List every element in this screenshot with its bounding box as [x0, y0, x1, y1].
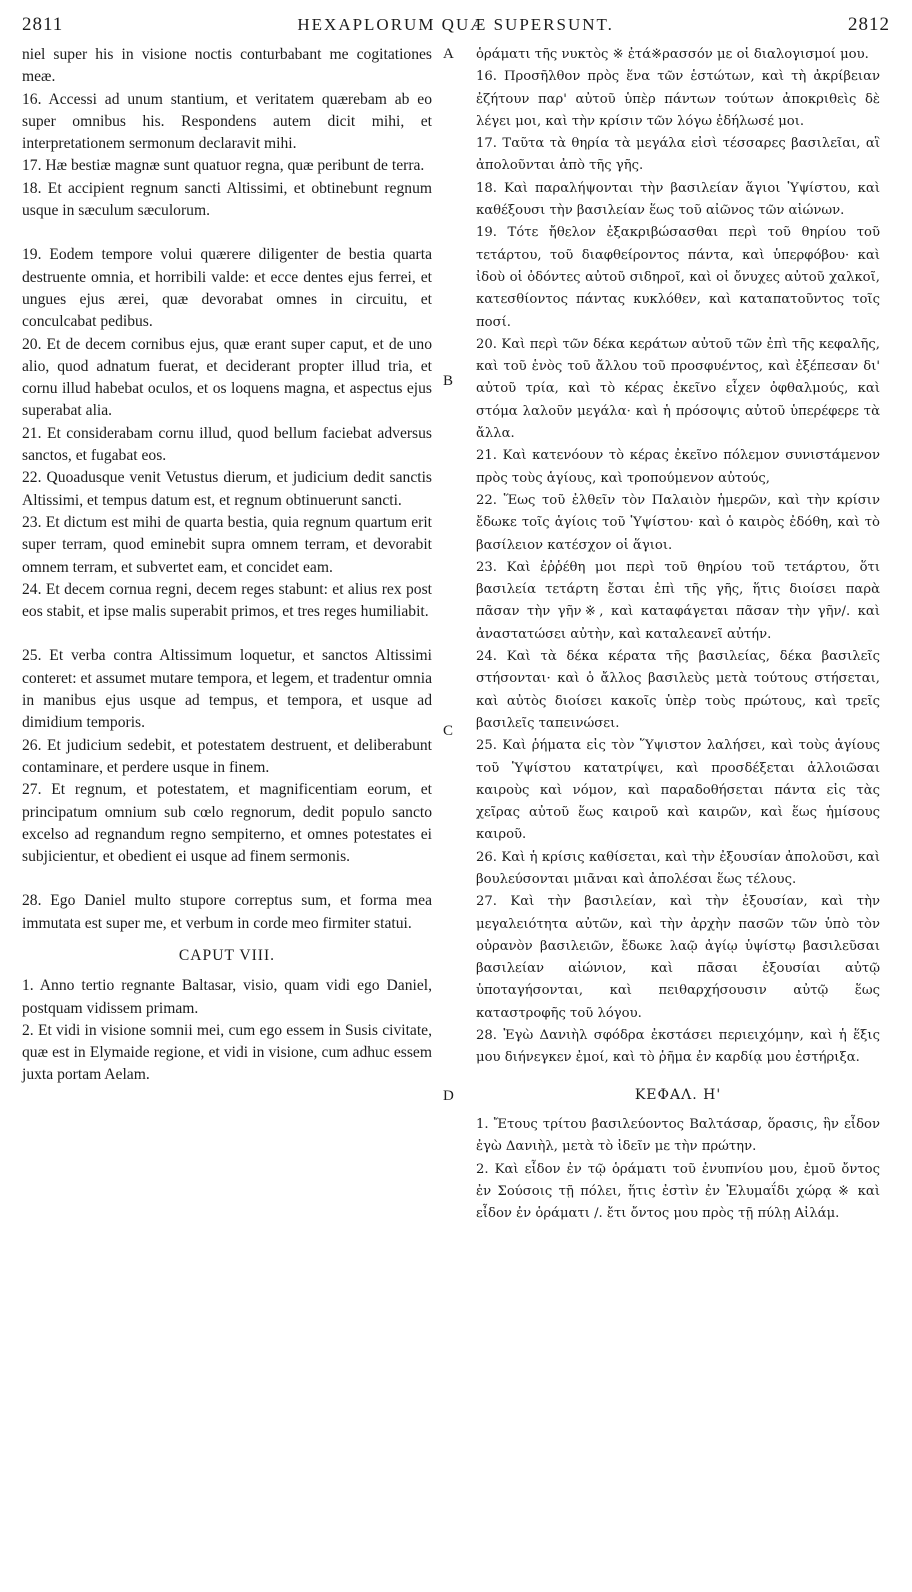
latin-verse: 20. Et de decem cornibus ejus, quæ erant super caput, et de uno alio, quod adnatum fuerat, et deciderant propter illud tria, et cornu illud habebat oculos, et os loquens magna, et aspectus ejus superabat alia. [22, 335, 432, 420]
margin-marker-c: C [443, 723, 454, 739]
latin-verse: niel super his in visione noctis conturbabant me cogitationes meæ. [22, 46, 432, 86]
greek-verse: 21. Καὶ κατενόουν τὸ κέρας ἐκεῖνο πόλεμον συνιστάμενον πρὸς τοὺς ἁγίους, καὶ τροπούμενον αὐτούς, [476, 448, 880, 486]
page-number-right: 2812 [847, 14, 890, 35]
page-number-left: 2811 [22, 14, 64, 35]
greek-verse: ὁράματι τῆς νυκτὸς ※ ἐτά※ρασσόν με οἱ διαλογισμοί μου. [476, 47, 869, 62]
running-title: HEXAPLORUM QUÆ SUPERSUNT. [297, 15, 614, 34]
margin-marker-d: D [443, 1088, 454, 1104]
greek-verse: 19. Τότε ἤθελον ἐξακριβώσασθαι περὶ τοῦ θηρίου τοῦ τετάρτου, τοῦ διαφθείροντος πάντα, καὶ ὑπερφόβου· καὶ ἰδοὺ οἱ ὀδόντες αὐτοῦ σιδηροῖ, καὶ οἱ ὄνυχες αὐτοῦ χαλκοῖ, κατεσθίοντος πάντας κυκλόθεν, καὶ καταπατοῦντος τοῖς ποσί. [476, 225, 880, 330]
greek-verse: 2. Καὶ εἶδον ἐν τῷ ὁράματι τοῦ ἐνυπνίου μου, ἐμοῦ ὄντος ἐν Σούσοις τῇ πόλει, ἥτις ἐστὶν ἐν Ἐλυμαΐδι χώρᾳ ※ καὶ εἶδον ἐν ὁράματι /. ἔτι ὄντος μου πρὸς τῇ πύλῃ Αἰλάμ. [476, 1161, 880, 1222]
chapter-heading-greek: ΚΕΦΑΛ. Η' [634, 1086, 722, 1103]
latin-verse: 22. Quoadusque venit Vetustus dierum, et judicium dedit sanctis Altissimi, et tempus datum est, et regnum obtinuerunt sancti. [22, 469, 432, 509]
latin-column [22, 44, 432, 1087]
greek-verse: 22. Ἕως τοῦ ἐλθεῖν τὸν Παλαιὸν ἡμερῶν, καὶ τὴν κρίσιν ἔδωκε τοῖς ἁγίοις τοῦ Ὑψίστου· καὶ ὁ καιρὸς ἐδόθη, καὶ τὸ βασίλειον κατέσχον οἱ ἅγιοι. [476, 492, 880, 553]
latin-verse: 26. Et judicium sedebit, et potestatem destruent, et deliberabunt contaminare, et perdere usque in finem. [22, 736, 432, 776]
greek-verse: 1. Ἔτους τρίτου βασιλεύοντος Βαλτάσαρ, ὅρασις, ἣν εἶδον ἐγὼ Δανιὴλ, μετὰ τὸ ἰδεῖν με τὴν πρώτην. [476, 1116, 880, 1155]
latin-verse: 16. Accessi ad unum stantium, et veritatem quærebam ab eo super omnibus his. Respondens autem dicit mihi, et interpretationem sermonum declaravit mihi. [22, 90, 432, 153]
latin-verse: 25. Et verba contra Altissimum loquetur, et sanctos Altissimi conteret: et assumet mutare tempora, et legem, et tradentur omnia in manibus ejus usque ad tempus, et tempora, et usque ad dimidium temporis. [22, 647, 432, 732]
greek-verse: 28. Ἐγὼ Δανιὴλ σφόδρα ἐκστάσει περιειχόμην, καὶ ἡ ἕξις μου διήνεγκεν ἐμοί, καὶ τὸ ῥῆμα ἐν καρδίᾳ μου ἐστήριξα. [476, 1028, 880, 1066]
margin-marker-a: A [443, 46, 454, 62]
latin-verse: 1. Anno tertio regnante Baltasar, visio, quam vidi ego Daniel, postquam vidissem primam. [22, 977, 432, 1017]
latin-verse: 27. Et regnum, et potestatem, et magnificentiam eorum, et principatum omnium sub cœlo regnorum, dedit populo sancto excelso ad regnandum regno sempiterno, et omnes potestates ei subjicientur, et obedient ei usque ad finem sermonis. [22, 781, 432, 866]
latin-verse: 23. Et dictum est mihi de quarta bestia, quia regnum quartum erit super terram, quod eminebit supra omnem terram, et devorabit omnem terram, et subvertet eam, et concidet eam. [22, 513, 432, 576]
latin-verse: 19. Eodem tempore volui quærere diligenter de bestia quarta destruente omnia, et horribili valde: et ecce dentes ejus ferrei, et ungues ejus ærei, quæ devorabat omnes in circuitu, et conculcabat pedibus. [22, 246, 432, 331]
greek-verse: 27. Καὶ τὴν βασιλείαν, καὶ τὴν ἐξουσίαν, καὶ τὴν μεγαλειότητα αὐτῶν, καὶ τὴν ἀρχὴν πασῶν τῶν ὑπὸ τὸν οὐρανὸν βασιλειῶν, ἔδωκε λαῷ ἁγίῳ ὑψίστῳ βασιλεῦσαι βασιλείαν αἰώνιον, καὶ πᾶσαι ἐξουσίαι αὐτῷ ὑποταγήσονται, καὶ πειθαρχήσουσιν αὐτῷ ἕως καταστροφῆς τοῦ λόγου. [476, 894, 880, 1021]
latin-verse: 18. Et accipient regnum sancti Altissimi, et obtinebunt regnum usque in sæculum sæculorum. [22, 179, 432, 220]
greek-verse: 20. Καὶ περὶ τῶν δέκα κεράτων αὐτοῦ τῶν ἐπὶ τῆς κεφαλῆς, καὶ τοῦ ἑνὸς τοῦ ἄλλου τοῦ προσφυέντος, καὶ ἐξέπεσαν δι' αὐτοῦ τρία, καὶ τὸ κέρας ἐκεῖνο εἶχεν ὀφθαλμούς, καὶ στόμα λαλοῦν μεγάλα· καὶ ἡ πρόσοψις αὐτοῦ ὑπερέφερε τὰ ἄλλα. [476, 336, 880, 442]
greek-column [476, 44, 880, 1225]
greek-verse: 16. Προσῆλθον πρὸς ἕνα τῶν ἑστώτων, καὶ τὴ ἀκρίβειαν ἐζήτουν παρ' αὐτοῦ ὑπὲρ πάντων τούτων ἀποκριθεὶς δὲ λέγει μοι, καὶ τὴν κρίσιν τῶν λόγω ἐδήλωσέ μοι. [476, 69, 880, 129]
latin-verse: 17. Hæ bestiæ magnæ sunt quatuor regna, quæ peribunt de terra. [22, 157, 425, 175]
greek-verse: 24. Καὶ τὰ δέκα κέρατα τῆς βασιλείας, δέκα βασιλεῖς στήσονται· καὶ ὁ ἄλλος βασιλεὺς μετὰ τούτους στήσεται, καὶ αὐτὸς διοίσει κακοῖς ὑπὲρ τοὺς πρώτους, καὶ τρεῖς βασιλεῖς ταπεινώσει. [476, 649, 880, 731]
latin-verse: 28. Ego Daniel multo stupore correptus sum, et forma mea immutata est super me, et verbum in corde meo firmiter statui. [22, 892, 432, 932]
page-header [22, 14, 890, 40]
greek-verse: 23. Καὶ ἐῤῥέθη μοι περὶ τοῦ θηρίου τοῦ τετάρτου, ὅτι βασιλεία τετάρτη ἔσται ἐπὶ τῆς γῆς, ἥτις διοίσει παρὰ πᾶσαν τὴν γῆν※, καὶ καταφάγεται πᾶσαν τὴν γῆν/. καὶ ἀναστατώσει αὐτὴν, καὶ καταλεανεῖ αὐτήν. [476, 559, 880, 642]
margin-marker-b: B [443, 373, 454, 389]
latin-verse: 24. Et decem cornua regni, decem reges stabunt: et alius rex post eos stabit, et ipse malis superabit primos, et tres reges humiliabit. [22, 580, 432, 621]
greek-verse: 25. Καὶ ῥήματα εἰς τὸν Ὕψιστον λαλήσει, καὶ τοὺς ἁγίους τοῦ Ὑψίστου κατατρίψει, καὶ προσδέξεται ἀλλοιῶσαι καιροὺς καὶ νόμον, καὶ παραδοθήσεται πάντα εἰς τὰς χεῖρας αὐτοῦ ἕως καιροῦ καὶ καιρῶν, καὶ ἕως ἡμίσους καιροῦ. [476, 738, 880, 843]
chapter-heading-latin: CAPUT VIII. [178, 946, 276, 964]
greek-verse: 18. Καὶ παραλήψονται τὴν βασιλείαν ἅγιοι Ὑψίστου, καὶ καθέξουσι τὴν βασιλείαν ἕως τοῦ αἰῶνος τῶν αἰώνων. [476, 180, 880, 219]
greek-verse: 26. Καὶ ἡ κρίσις καθίσεται, καὶ τὴν ἐξουσίαν ἀπολοῦσι, καὶ βουλεύσονται μιᾶναι καὶ ἀπολέσαι ἕως τέλους. [476, 849, 880, 887]
greek-verse: 17. Ταῦτα τὰ θηρία τὰ μεγάλα εἰσὶ τέσσαρες βασιλεῖαι, αἳ ἀπολοῦνται ἀπὸ τῆς γῆς. [476, 136, 880, 174]
latin-verse: 2. Et vidi in visione somnii mei, cum ego essem in Susis civitate, quæ est in Elymaide regione, et vidi in visione, cum adhuc essem juxta portam Aelam. [22, 1021, 432, 1084]
latin-verse: 21. Et considerabam cornu illud, quod bellum faciebat adversus sanctos, et fugabat eos. [22, 424, 432, 465]
